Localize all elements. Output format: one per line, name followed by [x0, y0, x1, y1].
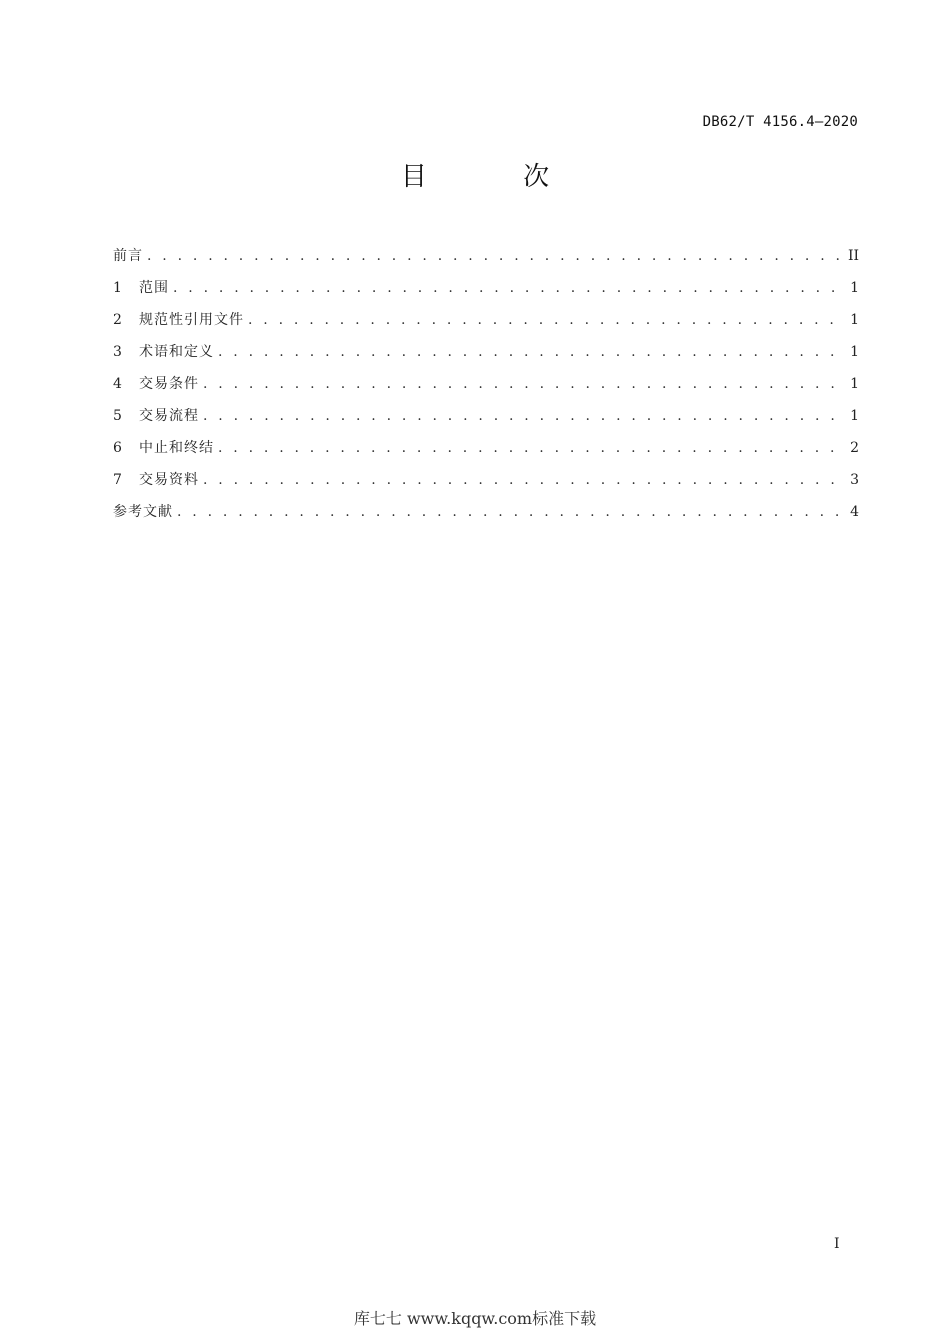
toc-leader [218, 440, 841, 456]
toc-label: 范围 [139, 280, 169, 296]
toc-entry-normative-references[interactable] [113, 309, 859, 341]
toc-entry-trade-process[interactable] [113, 405, 859, 437]
footer-watermark: 库七七 www.kqqw.com标准下载 [353, 1309, 597, 1328]
doc-code: DB62/T 4156.4—2020 [702, 114, 858, 130]
toc-leader [218, 344, 841, 360]
toc-number: 7 [113, 472, 122, 488]
toc-label: 交易流程 [139, 408, 199, 424]
toc-label: 交易条件 [139, 376, 199, 392]
toc-leader [203, 472, 841, 488]
toc-entry-terms-definitions[interactable] [113, 341, 859, 373]
toc-number: 1 [113, 280, 122, 296]
toc-page: 4 [850, 504, 859, 520]
toc-leader [177, 504, 841, 520]
toc-label: 术语和定义 [139, 344, 214, 360]
toc-leader [203, 376, 841, 392]
toc-label: 中止和终结 [139, 440, 214, 456]
toc-leader [173, 280, 841, 296]
toc-number: 2 [113, 312, 122, 328]
toc-leader [147, 248, 841, 264]
toc-label: 参考文献 [113, 504, 173, 520]
page-title: 目 次 [400, 162, 594, 192]
toc-page: 1 [850, 408, 859, 424]
toc-leader [203, 408, 841, 424]
toc-page: 1 [850, 280, 859, 296]
toc-label: 前言 [113, 248, 143, 264]
toc-number: 6 [113, 440, 122, 456]
toc-number: 4 [113, 376, 122, 392]
toc-label: 规范性引用文件 [139, 312, 244, 328]
toc-entry-suspension-termination[interactable] [113, 437, 859, 469]
page-number: I [834, 1236, 840, 1252]
toc-page: 1 [850, 376, 859, 392]
toc-page: 1 [850, 344, 859, 360]
toc-page: II [847, 248, 859, 264]
toc-entry-foreword[interactable] [113, 245, 859, 277]
toc-label: 交易资料 [139, 472, 199, 488]
table-of-contents [113, 245, 859, 533]
toc-entry-scope[interactable] [113, 277, 859, 309]
toc-page: 2 [850, 440, 859, 456]
toc-leader [248, 312, 841, 328]
toc-entry-trade-conditions[interactable] [113, 373, 859, 405]
toc-entry-trade-materials[interactable] [113, 469, 859, 501]
toc-page: 1 [850, 312, 859, 328]
toc-number: 5 [113, 408, 122, 424]
toc-page: 3 [850, 472, 859, 488]
toc-entry-bibliography[interactable] [113, 501, 859, 533]
toc-number: 3 [113, 344, 122, 360]
